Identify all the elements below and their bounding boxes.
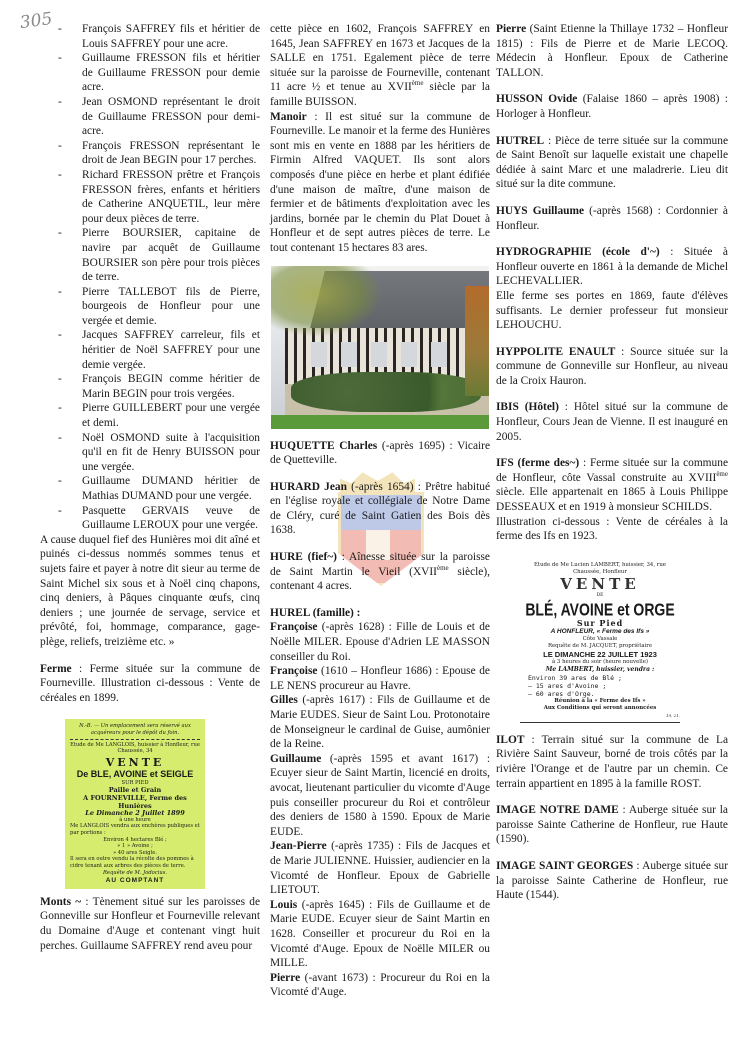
entry-image-saint-georges (496, 859, 728, 903)
person-name: Gilles (270, 694, 298, 707)
entry-image-notre-dame (496, 803, 728, 847)
hurel-entry (270, 664, 490, 693)
lawn-shape (271, 415, 489, 429)
poster-lieu: A HONFLEUR, « Ferme des Ifs » (550, 627, 650, 635)
poster-date: Le Dimanche 2 Juillet 1899 (85, 809, 185, 818)
poster-comptant: AU COMPTANT (105, 877, 165, 885)
entry-term: ILOT (496, 733, 525, 746)
entry-ilot (496, 733, 728, 791)
entry-text: (-après 1628) : Fille de Louis et de Noëlle MILER. Epouse d'Adrien LE MASSON conseiller du Roi. (270, 621, 490, 663)
entry-term: HURARD Jean (270, 480, 347, 493)
entry-text: : Située à Honfleur ouverte en 1861 à la demande de Michel LECHEVALLIER. (496, 246, 728, 288)
poster-qty: Environ 39 ares de Blé ; (528, 673, 622, 682)
hurel-entry (270, 752, 490, 840)
windows-shape (311, 342, 461, 367)
entry-text: (Falaise 1860 – après 1908) : Horloger à Honfleur. (496, 93, 728, 120)
entry-term: HURE (fief~) (270, 551, 337, 564)
entry-term: HUYS Guillaume (496, 204, 585, 217)
entry-term: Monts ~ (40, 895, 82, 908)
entry-text: (-avant 1673) : Procureur du Roi en la Vicomté d'Auge. (270, 971, 490, 999)
column-2 (270, 22, 490, 1000)
poster-lieu: A FOURNEVILLE, Ferme des Hunières (83, 794, 187, 811)
entry-text: (-après 1645) : Fils de Guillaume et de Marie EUDE. Ecuyer sieur de Saint Martin en 1628. Conseiller et procureur du Roi en la Vicomté d'Auge. Epoux de Noëlle MILER ou MILLE. (270, 898, 490, 970)
entry-hutrel (496, 134, 728, 192)
tree-foliage (271, 266, 381, 336)
entry-term: HYPPOLITE ENAULT (496, 345, 616, 358)
entry-text: (-après 1617) : Fils de Guillaume et de Marie EUDES. Sieur de Saint Lou. Protonotaire de Monseigneur le cardinal de Guise, aumônier de la Reine. (270, 694, 490, 751)
entry-text: (-après 1695) : Vicaire de Quetteville. (270, 439, 491, 467)
poster-vendra: Me LANGLOIS vendra aux enchères publiques et par portions : (70, 823, 200, 837)
entry-text: (Saint Etienne la Thillaye 1732 – Honfleur 1815) : Fils de Pierre et de Marie LECOQ. Médecin à Honfleur. Epoux de Catherine TALLON. (496, 23, 728, 79)
entry-text: : Terrain situé sur la commune de La Rivière Saint Sauveur, borné de trois côtés par la rivière l'Orange et de l'autre par un chemin. Ce terrain appartient en 1895 à la famille ROST. (496, 733, 728, 790)
poster-vendra: Me LAMBERT, huissier, vendra : (545, 665, 655, 673)
poster-pommes: Il sera en outre vendu la récolte des pommes à cidre tenant aux arbres des pièces de terre. (70, 856, 194, 870)
entry-husson (496, 92, 728, 121)
entry-text: siècle. Elle appartenait en 1865 à Louis Philippe DESSEAUX et en 1919 à monsieur SCHILDS. (496, 486, 728, 514)
poster-date: LE DIMANCHE 22 JUILLET 1923 (543, 649, 657, 659)
tenant-list (40, 22, 260, 533)
entry-ferme (40, 662, 260, 706)
entry-hurel-heading: HUREL (famille) : (270, 606, 361, 619)
entry-ifs-illustration: Illustration ci-dessous : Vente de céréales à la ferme des Ifs en 1923. (496, 515, 728, 543)
poster-title: BLÉ, AVOINE et ORGE (525, 598, 675, 619)
entry-hyppolite (496, 345, 728, 389)
list-item: - Jean OSMOND représentant le droit de Guillaume FRESSON pour demi-acre. (82, 95, 260, 139)
closing-paragraph: A cause duquel fief des Hunières moi dit aîné et puinés ci-dessus nommés sommes tenus et sujets faire et payer à notre dit sieur au terme de Saint Michel six sous et à Noël cinq chapons, cinq deniers, à Pâques cinquante œufs, cinq deniers ; une journée de servage, service et prévôté, foi, hommage, comparance, gage-plège, reliefs, treizième etc. » (40, 533, 260, 648)
shrubs-shape (291, 372, 481, 412)
entry-term: HUQUETTE Charles (270, 439, 378, 452)
poster-cote: Côte Vassale (582, 635, 618, 642)
entry-hure (270, 550, 490, 594)
entry-term: HUTREL (496, 134, 545, 147)
list-item: - Noël OSMOND suite à l'acquisition qu'il en fit de Henry BUISSON pour une vergée. (82, 431, 260, 475)
superscript: ème (716, 470, 728, 479)
entry-term: HYDROGRAPHIE (école d'~) (496, 246, 660, 259)
text: cette pièce en 1602, François SAFFREY en 1645, Jean SAFFREY en 1673 et Jacques de la SALLE en 1751. Egalement pièce de terre située sur la paroisse de Fourneville, contenant 11 acre ½ et tenue au XVII (270, 23, 490, 94)
poster-vente: VENTE (560, 574, 640, 593)
poster-sur-pied: Sur Pied (576, 617, 624, 628)
poster-heure: à une heure (119, 816, 151, 823)
hurel-entry (270, 898, 490, 971)
entry-term: IMAGE NOTRE DAME (496, 804, 619, 817)
poster-qty: » 1 » Avoine ; (117, 843, 153, 850)
person-name: Françoise (270, 621, 318, 634)
entry-ibis (496, 400, 728, 444)
entry-term: IFS (ferme des~) (496, 457, 580, 470)
entry-text: : Tènement situé sur les paroisses de Gonneville sur Honfleur et Fourneville relevant du Domaine d'Auge et contenant vingt huit perches. Guillaume SAFFREY rend aveu pour (40, 895, 261, 952)
poster-qty: Environ 4 hectares Blé ; (103, 836, 167, 843)
column-1 (40, 22, 260, 953)
poster-qty: » 40 ares Seigle. (112, 849, 157, 856)
entry-text: : Aînesse située sur la paroisse de Saint Martin le Vieil (XVII (270, 551, 490, 578)
poster-note: N.-B. — Un emplacement sera réservé aux acquéreurs pour le dépôt du foin. (79, 723, 191, 736)
person-name: Louis (270, 898, 298, 911)
entry-text: : Auberge située sur la paroisse Sainte Catherine de Honfleur, rue Haute (1544). (496, 859, 728, 902)
entry-term: IMAGE SAINT GEORGES (496, 859, 634, 872)
entry-hydrographie (496, 245, 728, 289)
person-name: Françoise (270, 665, 318, 678)
superscript: ème (411, 79, 424, 88)
poster-signature: 19, 21. (666, 712, 680, 718)
continued-paragraph (270, 22, 490, 110)
entry-hurard (270, 480, 490, 538)
text: siècle par la famille BUISSON. (270, 81, 490, 108)
person-name: Jean-Pierre (270, 840, 327, 853)
hurel-entry (270, 620, 490, 664)
poster-etude: Etude de Me Lucien LAMBERT, huissier, 34, rue Chaussée, Honfleur (533, 561, 666, 575)
ivy-shape (465, 286, 489, 396)
list-item: - François FRESSON représentant le droit de Jean BEGIN pour 17 perches. (82, 139, 260, 168)
list-item: - Pierre GUILLEBERT pour une vergée et demi. (82, 401, 260, 430)
hurel-entry (270, 693, 490, 751)
hurel-entry-pierre (496, 22, 728, 80)
person-name: Pierre (270, 971, 301, 984)
list-item: - François SAFFREY fils et héritier de Louis SAFFREY pour une acre. (82, 22, 260, 51)
poster-heure: à 3 heures du soir (heure nouvelle) (552, 658, 648, 665)
superscript: ème (436, 563, 449, 572)
entry-term: Ferme (40, 662, 72, 675)
poster-conditions: Aux Conditions qui seront annoncées (543, 704, 657, 711)
poster-reunion: Réunion à la « Ferme des Ifs » (554, 697, 646, 704)
entry-manoir (270, 110, 490, 256)
poster-vente: VENTE (105, 755, 165, 769)
list-item: - Jacques SAFFREY carreleur, fils et héritier de Noël SAFFREY pour une demie vergée. (82, 328, 260, 372)
poster-paille: Paille et Grain (108, 786, 162, 795)
entry-text: : Auberge située sur la paroisse Sainte Catherine de Honfleur, rue Haute (1590). (496, 804, 728, 846)
poster-title: De BLE, AVOINE et SEIGLE (76, 768, 194, 779)
person-name: Guillaume (270, 752, 322, 765)
column-3 (496, 22, 728, 903)
list-item: - Richard FRESSON prêtre et François FRESSON frères, enfants et héritiers de Catherine ANQUETIL, leur mère pour deux pièces de terre. (82, 168, 260, 226)
entry-term: Manoir (270, 110, 307, 123)
poster-requete: Requête de M. Jodocius. (102, 869, 168, 876)
poster-1899-illustration (65, 719, 205, 889)
entry-text: : Il est situé sur la commune de Fourneville. Le manoir et la ferme des Hunières sont mis en vente en 1888 par les héritiers de Firmin Alfred VAQUET. Ils sont alors composés d'une pièce en herbe et plant édifiée d'une maison de maître, d'une maison de fermier et de bâtiments d'exploitation avec les jardins, bornée par le chemin du Plat Douet à Honfleur et de sept autres pièces de terre. Le tout contenant 15 hectares 83 ares. (270, 110, 490, 254)
poster-requete: Requête de M. JACQUET, propriétaire (547, 642, 653, 649)
entry-text: : Ferme située sur la commune de Fourneville. Illustration ci-dessous : Vente de céréales en 1899. (40, 662, 260, 704)
entry-ifs (496, 456, 728, 514)
list-item: - Pasquette GERVAIS veuve de Guillaume LEROUX pour une vergée. (82, 504, 260, 533)
entry-monts (40, 895, 260, 953)
poster-qty: — 60 ares d'Orge. (528, 689, 595, 698)
manoir-photo (271, 266, 489, 429)
handwritten-page-number: 305 (18, 8, 54, 34)
list-item: - François BEGIN comme héritier de Marin BEGIN pour trois vergées. (82, 372, 260, 401)
hurel-entry (270, 971, 490, 1000)
entry-hydrographie-cont: Elle ferme ses portes en 1869, faute d'élèves suffisants. Le dernier professeur fut monsieur LEHOUCHU. (496, 289, 728, 332)
hurel-entry (270, 839, 490, 897)
entry-text: : Source située sur la commune de Gonneville sur Honfleur, au niveau de la Croix Hauron. (496, 345, 728, 387)
entry-text: (-après 1654) : Prêtre habitué en l'église royale et collégiale de Notre Dame de Cléry, curé de Saint Gatien des Bois dès 1638. (270, 480, 490, 537)
poster-qty: — 15 ares d'Avoine ; (528, 681, 607, 690)
poster-sur-pied: SUR PIED (121, 779, 149, 786)
list-item: - Pierre TALLEBOT fils de Pierre, bourgeois de Honfleur pour une vergée et demie. (82, 285, 260, 329)
entry-text: : Ferme située sur la commune de Honfleur, côte Vassal construite au XVIII (496, 457, 728, 484)
entry-huys (496, 204, 728, 233)
entry-text: : Hôtel situé sur la commune de Honfleur, Cours Jean de Vienne. Il est inauguré en 2005. (496, 401, 728, 443)
entry-text: siècle), contenant 4 acres. (270, 565, 491, 593)
entry-text: : Pièce de terre située sur la commune de Saint Benoît sur laquelle existait une chapelle dédiée à saint Marc et une maladrerie. Lieu dit situé sur la dite commune. (496, 134, 728, 191)
poster-1923-illustration (520, 562, 680, 723)
entry-text: (-après 1595 et avant 1617) : Ecuyer sieur de Saint Martin, licencié en droits, avocat, lieutenant particulier du vicomte d'Auge puis conseiller procureur du Roi et contrôleur des deniers de 1580 à 1590. Epoux de Marie EUDE. (270, 752, 490, 838)
list-item: - Guillaume FRESSON fils et héritier de Guillaume FRESSON pour demie acre. (82, 51, 260, 95)
entry-term: HUSSON Ovide (496, 93, 578, 106)
entry-text: (-après 1735) : Fils de Jacques et de Marie JULIENNE. Huissier, audiencier en la Vicomté de Honfleur. Epoux de Gabrielle LIETOUT. (270, 840, 490, 897)
poster-etude: Etude de Me LANGLOIS, huissier à Honfleur, rue Chaussée, 34 (70, 741, 200, 755)
entry-text: (-après 1568) : Cordonnier à Honfleur. (496, 204, 728, 232)
entry-huquette (270, 439, 490, 468)
entry-text: (1610 – Honfleur 1686) : Epouse de LE NENS procureur au Havre. (270, 665, 490, 692)
list-item: - Pierre BOURSIER, capitaine de navire par acquêt de Guillaume BOURSIER son père pour trois pièces de terre. (82, 226, 260, 284)
entry-term: IBIS (Hôtel) (496, 401, 559, 414)
poster-de: DE (596, 592, 604, 598)
list-item: - Guillaume DUMAND héritier de Mathias DUMAND pour une vergée. (82, 474, 260, 503)
person-name: Pierre (496, 23, 527, 35)
